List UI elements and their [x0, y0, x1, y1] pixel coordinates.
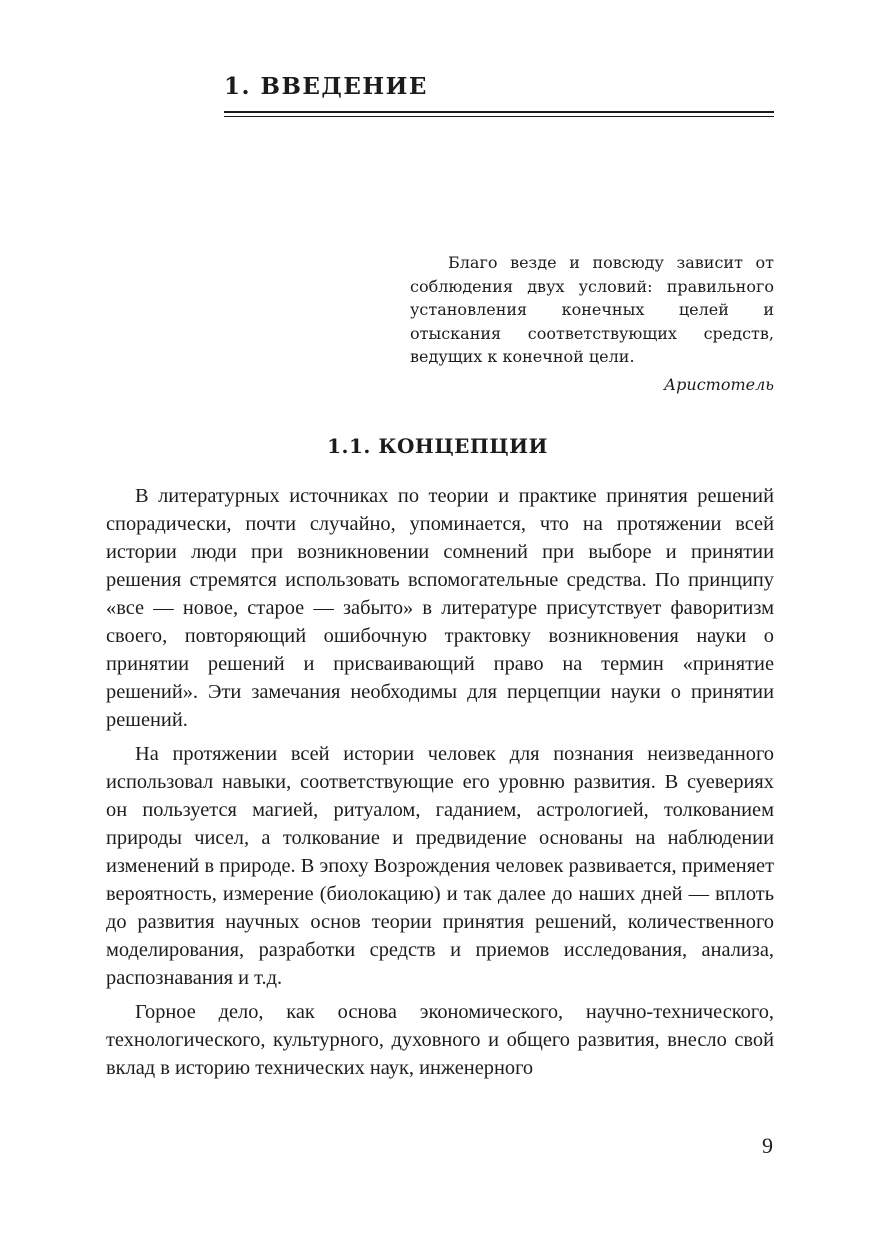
page-number: 9: [762, 1133, 773, 1158]
chapter-rule-thin: [224, 116, 774, 117]
chapter-rule-thick: [224, 111, 774, 113]
chapter-title: 1. ВВЕДЕНИЕ: [224, 73, 428, 100]
body-text: [106, 482, 774, 1088]
chapter-header: [224, 72, 774, 117]
paragraph: В литературных источниках по теории и практике принятия решений спорадически, почти случайно, упоминается, что на протяжении всей истории люди при возникновении сомнений при выборе и принятии решения стремятся использовать вспомогательные средства. По принципу «все — новое, старое — забыто» в литературе присутствует фаворитизм своего, повторяющий ошибочную трактовку возникновения науки о принятии решений и присваивающий право на термин «принятие решений». Эти замечания необходимы для перцепции науки о принятии решений.: [106, 485, 774, 731]
epigraph-text: Благо везде и повсюду зависит от соблюдения двух условий: правильного установления конечных целей и отыскания соответствующих средств, ведущих к конечной цели.: [410, 253, 774, 366]
paragraph: На протяжении всей истории человек для познания неизведанного использовал навыки, соответствующие его уровню развития. В суевериях он пользуется магией, ритуалом, гаданием, астрологией, толкованием природы чисел, а толкование и предвидение основаны на наблюдении изменений в природе. В эпоху Возрождения человек развивается, применяет вероятность, измерение (биолокацию) и так далее до наших дней — вплоть до развития научных основ теории принятия решений, количественного моделирования, разработки средств и приемов исследования, анализа, распознавания и т.д.: [106, 743, 774, 989]
section-title: 1.1. КОНЦЕПЦИИ: [327, 434, 548, 458]
epigraph-author: Аристотель: [664, 374, 774, 394]
epigraph: [410, 251, 774, 396]
paragraph: Горное дело, как основа экономического, научно-технического, технологического, культурного, духовного и общего развития, внесло свой вклад в историю технических наук, инженерного: [106, 1001, 774, 1079]
